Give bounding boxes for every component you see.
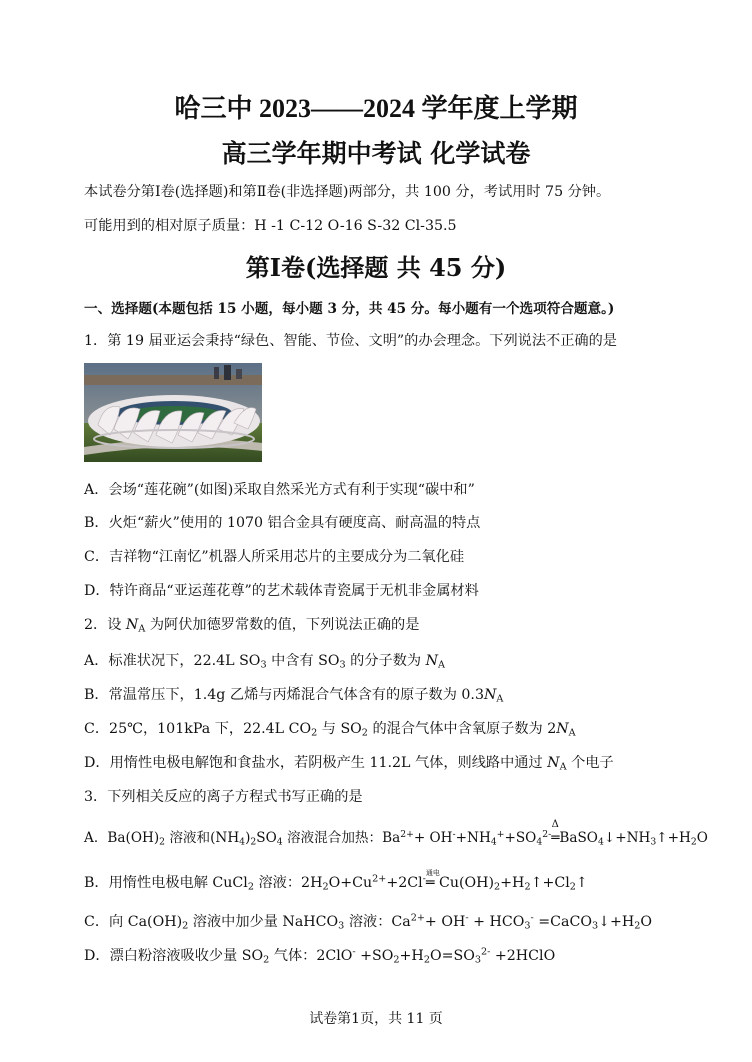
q2-c-symbol-sub: A: [568, 727, 576, 739]
q3-option-b: B．用惰性电极电解 CuCl$_2$ 溶液：$2H_2O+Cu^{2+}+2Cl^-$ 通电 ═ $Cu(OH)_2+H_2↑+Cl_2↑$: [84, 869, 588, 893]
q1-option-a: A．会场“莲花碗”(如图)采取自然采光方式有利于实现“碳中和”: [84, 482, 475, 498]
q1-option-b: B．火炬“薪火”使用的 1070 铝合金具有硬度高、耐高温的特点: [84, 515, 481, 531]
q2-a-post: 的分子数为: [345, 653, 426, 669]
q1-option-d: D．特许商品“亚运莲花尊”的艺术载体青瓷属于无机非金属材料: [84, 583, 479, 599]
q2-b-text: B．常温常压下，1.4g 乙烯与丙烯混合气体含有的原子数为 0.3: [84, 687, 484, 703]
q2-stem-pre: 2．设: [84, 617, 126, 633]
q2-c-sub2: 2: [361, 727, 368, 739]
q1-option-c: C．吉祥物“江南忆”机器人所采用芯片的主要成分为二氧化硅: [84, 549, 465, 565]
exam-title: 哈三中 2023——2024 学年度上学期: [174, 94, 578, 123]
q2-a-mid: 中含有 SO: [266, 653, 340, 669]
q2-stem-subscript: A: [138, 623, 146, 635]
q2-c-sub: 2: [311, 727, 318, 739]
q3-option-c: C．向 $Ca(OH)_2$ 溶液中加少量 NaHCO$_3$ 溶液：$Ca^{2+}+ OH^- + HCO_3^-$ $=CaCO_3↓+H_2O$: [84, 912, 653, 932]
atomic-masses: 可能用到的相对原子质量：H -1 C-12 O-16 S-32 Cl-35.5: [84, 218, 457, 234]
q1-stem: 1．第 19 届亚运会秉持“绿色、智能、节俭、文明”的办会理念。下列说法不正确的是: [84, 333, 617, 349]
q2-d-symbol: N: [547, 755, 560, 771]
lotus-stadium-photo: [84, 363, 262, 462]
section-title: 第Ⅰ卷(选择题 共 45 分): [245, 253, 507, 282]
q3-stem: 3．下列相关反应的离子方程式书写正确的是: [84, 789, 363, 805]
q2-c-mid: 与 SO: [317, 721, 362, 737]
electrolysis-symbol: 通电: [425, 869, 440, 877]
q2-d-symbol-sub: A: [559, 761, 567, 773]
heat-symbol: Δ: [551, 819, 559, 830]
q2-a-symbol: N: [425, 653, 439, 669]
q2-option-a: [84, 650, 445, 670]
q2-d-post: 个电子: [566, 755, 614, 771]
q2-a-text: A．标准状况下，22.4L SO: [84, 653, 261, 669]
q2-b-symbol: N: [483, 687, 497, 703]
q2-a-sub: 3: [260, 659, 267, 671]
q2-stem: [84, 614, 419, 634]
q2-option-b: [84, 684, 503, 704]
q2-d-text: D．用惰性电极电解饱和食盐水，若阴极产生 11.2L 气体，则线路中通过: [84, 755, 548, 771]
q2-stem-symbol: N: [125, 617, 139, 633]
section-instruction: 一、选择题(本题包括 15 小题，每小题 3 分，共 45 分。每小题有一个选项符合题意。): [84, 301, 615, 317]
q2-a-symbol-sub: A: [438, 659, 446, 671]
exam-info: 本试卷分第Ⅰ卷(选择题)和第Ⅱ卷(非选择题)两部分，共 100 分，考试用时 75 分钟。: [84, 184, 611, 200]
q3-option-d: D．漂白粉溶液吸收少量 $SO_2$ 气体：$2ClO^- +SO_2+H_2O=SO_3^{2-}$ +2HClO: [84, 946, 556, 966]
q2-b-symbol-sub: A: [496, 693, 504, 705]
q2-a-sub2: 3: [339, 659, 346, 671]
q3-a-label: A．: [84, 830, 108, 846]
page-footer: 试卷第1页，共 11 页: [309, 1011, 443, 1027]
q3-d-label: D．漂白粉溶液吸收少量 SO: [84, 948, 264, 964]
q2-stem-post: 为阿伏加德罗常数的值，下列说法正确的是: [145, 617, 420, 633]
exam-subtitle: 高三学年期中考试 化学试卷: [221, 139, 531, 168]
q2-c-post: 的混合气体中含氧原子数为 2: [367, 721, 557, 737]
q3-b-label: B．用惰性电极电解 CuCl: [84, 875, 248, 891]
q2-c-symbol: N: [556, 721, 569, 737]
q3-c-label: C．向 Ca(OH): [84, 914, 183, 930]
q3-option-a: A．$Ba(OH)_2$ 溶液和$(NH_4)_2SO_4$ 溶液混合加热：$Ba^{2+}+ OH^-+NH_4^++SO_4^{2-}$ Δ $═BaSO_4↓+NH_3↑+H_2O$: [84, 819, 708, 848]
q2-c-text: C．25℃，101kPa 下，22.4L CO: [84, 721, 312, 737]
q2-option-c: [84, 718, 576, 738]
q2-option-d: [84, 752, 614, 772]
